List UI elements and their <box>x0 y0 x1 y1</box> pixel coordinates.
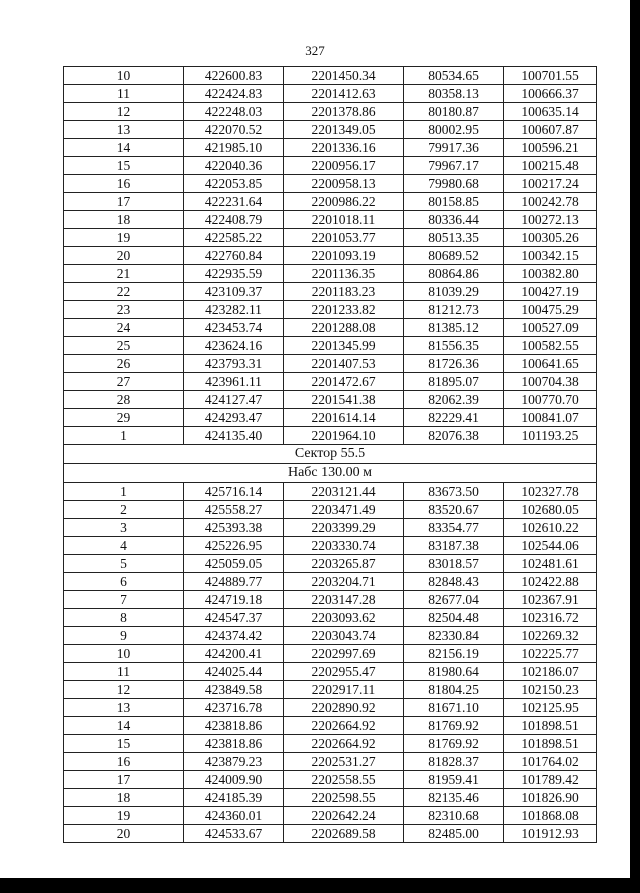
table-row <box>64 681 597 699</box>
coord-y-cell: 2203399.29 <box>284 519 404 537</box>
coord-y-cell: 2200986.22 <box>284 193 404 211</box>
coord-y-cell: 2201336.16 <box>284 139 404 157</box>
table-row <box>64 103 597 121</box>
coord-y-cell: 2203265.87 <box>284 555 404 573</box>
table-row <box>64 373 597 391</box>
point-number-cell: 27 <box>64 373 184 391</box>
point-number-cell: 15 <box>64 735 184 753</box>
coord-local-y-cell: 100427.19 <box>504 283 597 301</box>
coord-local-y-cell: 102610.22 <box>504 519 597 537</box>
point-number-cell: 16 <box>64 753 184 771</box>
coord-local-y-cell: 100770.70 <box>504 391 597 409</box>
section-header <box>64 445 597 483</box>
table-row <box>64 807 597 825</box>
table-row <box>64 501 597 519</box>
coord-local-x-cell: 82062.39 <box>404 391 504 409</box>
coord-local-y-cell: 100242.78 <box>504 193 597 211</box>
coord-local-x-cell: 83520.67 <box>404 501 504 519</box>
coord-y-cell: 2202917.11 <box>284 681 404 699</box>
section-height-label: Набс 130.00 м <box>64 464 597 483</box>
coord-x-cell: 423109.37 <box>184 283 284 301</box>
coord-local-x-cell: 80336.44 <box>404 211 504 229</box>
coord-x-cell: 425226.95 <box>184 537 284 555</box>
coord-local-x-cell: 81212.73 <box>404 301 504 319</box>
table-row <box>64 427 597 445</box>
coord-local-y-cell: 100527.09 <box>504 319 597 337</box>
coord-local-x-cell: 82135.46 <box>404 789 504 807</box>
coord-local-y-cell: 102422.88 <box>504 573 597 591</box>
table-row <box>64 627 597 645</box>
coord-y-cell: 2203204.71 <box>284 573 404 591</box>
coord-x-cell: 423716.78 <box>184 699 284 717</box>
coord-x-cell: 424025.44 <box>184 663 284 681</box>
coord-x-cell: 422231.64 <box>184 193 284 211</box>
coord-x-cell: 422040.36 <box>184 157 284 175</box>
coord-local-y-cell: 100382.80 <box>504 265 597 283</box>
section-height-row <box>64 464 597 483</box>
coord-y-cell: 2201288.08 <box>284 319 404 337</box>
coord-local-y-cell: 100272.13 <box>504 211 597 229</box>
table-row <box>64 591 597 609</box>
point-number-cell: 3 <box>64 519 184 537</box>
coord-local-x-cell: 83018.57 <box>404 555 504 573</box>
coord-local-y-cell: 100641.65 <box>504 355 597 373</box>
table-row <box>64 483 597 501</box>
coord-y-cell: 2201345.99 <box>284 337 404 355</box>
coord-local-x-cell: 80864.86 <box>404 265 504 283</box>
coord-local-y-cell: 102125.95 <box>504 699 597 717</box>
table-row <box>64 229 597 247</box>
coord-x-cell: 424200.41 <box>184 645 284 663</box>
coord-x-cell: 423961.11 <box>184 373 284 391</box>
page-number: 327 <box>305 43 325 58</box>
coord-x-cell: 423282.11 <box>184 301 284 319</box>
coord-x-cell: 422424.83 <box>184 85 284 103</box>
coord-y-cell: 2201407.53 <box>284 355 404 373</box>
coord-x-cell: 423624.16 <box>184 337 284 355</box>
coord-x-cell: 424185.39 <box>184 789 284 807</box>
coord-x-cell: 424547.37 <box>184 609 284 627</box>
coord-x-cell: 424719.18 <box>184 591 284 609</box>
coord-y-cell: 2202664.92 <box>284 735 404 753</box>
coord-local-x-cell: 81769.92 <box>404 735 504 753</box>
coord-x-cell: 422408.79 <box>184 211 284 229</box>
coord-x-cell: 423818.86 <box>184 735 284 753</box>
coord-x-cell: 422053.85 <box>184 175 284 193</box>
coord-local-x-cell: 83187.38 <box>404 537 504 555</box>
coord-y-cell: 2202997.69 <box>284 645 404 663</box>
coord-y-cell: 2201472.67 <box>284 373 404 391</box>
table-row <box>64 789 597 807</box>
coord-local-x-cell: 82156.19 <box>404 645 504 663</box>
coord-y-cell: 2201450.34 <box>284 67 404 85</box>
coord-local-y-cell: 100475.29 <box>504 301 597 319</box>
coord-local-x-cell: 80534.65 <box>404 67 504 85</box>
point-number-cell: 25 <box>64 337 184 355</box>
coord-local-x-cell: 79967.17 <box>404 157 504 175</box>
coord-x-cell: 424127.47 <box>184 391 284 409</box>
coord-local-y-cell: 102367.91 <box>504 591 597 609</box>
table-row <box>64 193 597 211</box>
section-title-row <box>64 445 597 464</box>
coord-x-cell: 424009.90 <box>184 771 284 789</box>
table-row <box>64 85 597 103</box>
table-row <box>64 699 597 717</box>
coord-x-cell: 423849.58 <box>184 681 284 699</box>
table-row <box>64 609 597 627</box>
table-row <box>64 771 597 789</box>
table-row <box>64 301 597 319</box>
table-row <box>64 265 597 283</box>
coord-y-cell: 2201183.23 <box>284 283 404 301</box>
coord-y-cell: 2202955.47 <box>284 663 404 681</box>
coord-x-cell: 422600.83 <box>184 67 284 85</box>
coord-local-y-cell: 101912.93 <box>504 825 597 843</box>
table-row <box>64 337 597 355</box>
coord-x-cell: 422585.22 <box>184 229 284 247</box>
coord-local-x-cell: 81895.07 <box>404 373 504 391</box>
coord-y-cell: 2201136.35 <box>284 265 404 283</box>
coord-x-cell: 423453.74 <box>184 319 284 337</box>
coord-local-x-cell: 81671.10 <box>404 699 504 717</box>
table-row <box>64 573 597 591</box>
coord-x-cell: 422935.59 <box>184 265 284 283</box>
coord-y-cell: 2201964.10 <box>284 427 404 445</box>
coord-local-y-cell: 102316.72 <box>504 609 597 627</box>
coord-local-x-cell: 82485.00 <box>404 825 504 843</box>
point-number-cell: 8 <box>64 609 184 627</box>
coord-y-cell: 2203471.49 <box>284 501 404 519</box>
coord-local-y-cell: 100841.07 <box>504 409 597 427</box>
coord-y-cell: 2201093.19 <box>284 247 404 265</box>
coord-y-cell: 2201053.77 <box>284 229 404 247</box>
coord-local-y-cell: 102225.77 <box>504 645 597 663</box>
table-row <box>64 537 597 555</box>
coord-y-cell: 2202890.92 <box>284 699 404 717</box>
coord-local-x-cell: 81980.64 <box>404 663 504 681</box>
coord-x-cell: 421985.10 <box>184 139 284 157</box>
coord-local-y-cell: 101898.51 <box>504 735 597 753</box>
coord-local-x-cell: 82848.43 <box>404 573 504 591</box>
coord-local-y-cell: 102150.23 <box>504 681 597 699</box>
coord-y-cell: 2202558.55 <box>284 771 404 789</box>
point-number-cell: 7 <box>64 591 184 609</box>
coord-local-y-cell: 100704.38 <box>504 373 597 391</box>
table-row <box>64 211 597 229</box>
coord-x-cell: 425716.14 <box>184 483 284 501</box>
coord-local-y-cell: 100596.21 <box>504 139 597 157</box>
coord-x-cell: 422760.84 <box>184 247 284 265</box>
point-number-cell: 6 <box>64 573 184 591</box>
coord-y-cell: 2201541.38 <box>284 391 404 409</box>
coord-local-y-cell: 101764.02 <box>504 753 597 771</box>
coord-x-cell: 425059.05 <box>184 555 284 573</box>
coord-x-cell: 423793.31 <box>184 355 284 373</box>
coord-y-cell: 2201412.63 <box>284 85 404 103</box>
coord-x-cell: 423879.23 <box>184 753 284 771</box>
coord-local-x-cell: 80358.13 <box>404 85 504 103</box>
table-row <box>64 157 597 175</box>
coord-local-x-cell: 80513.35 <box>404 229 504 247</box>
table-row <box>64 319 597 337</box>
coord-local-y-cell: 101193.25 <box>504 427 597 445</box>
coord-local-y-cell: 102327.78 <box>504 483 597 501</box>
point-number-cell: 24 <box>64 319 184 337</box>
coord-local-x-cell: 82310.68 <box>404 807 504 825</box>
table-row <box>64 391 597 409</box>
coord-y-cell: 2202531.27 <box>284 753 404 771</box>
coord-local-y-cell: 102269.32 <box>504 627 597 645</box>
table-row <box>64 663 597 681</box>
point-number-cell: 9 <box>64 627 184 645</box>
point-number-cell: 15 <box>64 157 184 175</box>
coord-local-x-cell: 80158.85 <box>404 193 504 211</box>
coord-y-cell: 2201233.82 <box>284 301 404 319</box>
coord-local-x-cell: 80180.87 <box>404 103 504 121</box>
coord-local-y-cell: 102481.61 <box>504 555 597 573</box>
coord-x-cell: 422248.03 <box>184 103 284 121</box>
point-number-cell: 5 <box>64 555 184 573</box>
coord-local-y-cell: 101868.08 <box>504 807 597 825</box>
coord-local-x-cell: 83354.77 <box>404 519 504 537</box>
section-title: Сектор 55.5 <box>64 445 597 464</box>
coord-local-x-cell: 81769.92 <box>404 717 504 735</box>
point-number-cell: 16 <box>64 175 184 193</box>
coordinates-table-body-lower <box>64 483 597 843</box>
coord-y-cell: 2201614.14 <box>284 409 404 427</box>
coord-x-cell: 424889.77 <box>184 573 284 591</box>
coord-y-cell: 2203330.74 <box>284 537 404 555</box>
coord-local-x-cell: 79980.68 <box>404 175 504 193</box>
coord-y-cell: 2202598.55 <box>284 789 404 807</box>
table-row <box>64 175 597 193</box>
coord-local-y-cell: 100217.24 <box>504 175 597 193</box>
point-number-cell: 11 <box>64 85 184 103</box>
table-row <box>64 645 597 663</box>
point-number-cell: 1 <box>64 483 184 501</box>
coord-local-x-cell: 80689.52 <box>404 247 504 265</box>
coord-y-cell: 2203147.28 <box>284 591 404 609</box>
point-number-cell: 14 <box>64 717 184 735</box>
coord-local-x-cell: 82677.04 <box>404 591 504 609</box>
point-number-cell: 12 <box>64 681 184 699</box>
point-number-cell: 28 <box>64 391 184 409</box>
point-number-cell: 18 <box>64 789 184 807</box>
coord-local-y-cell: 100607.87 <box>504 121 597 139</box>
coord-x-cell: 424360.01 <box>184 807 284 825</box>
coord-local-y-cell: 101898.51 <box>504 717 597 735</box>
table-row <box>64 825 597 843</box>
coord-local-x-cell: 81726.36 <box>404 355 504 373</box>
coord-local-x-cell: 83673.50 <box>404 483 504 501</box>
point-number-cell: 10 <box>64 67 184 85</box>
point-number-cell: 2 <box>64 501 184 519</box>
coord-x-cell: 424293.47 <box>184 409 284 427</box>
coordinates-table <box>63 66 597 843</box>
coord-local-y-cell: 101826.90 <box>504 789 597 807</box>
coord-local-y-cell: 102680.05 <box>504 501 597 519</box>
coord-local-x-cell: 82229.41 <box>404 409 504 427</box>
point-number-cell: 20 <box>64 825 184 843</box>
table-row <box>64 519 597 537</box>
table-row <box>64 555 597 573</box>
point-number-cell: 18 <box>64 211 184 229</box>
coord-local-y-cell: 100666.37 <box>504 85 597 103</box>
point-number-cell: 13 <box>64 699 184 717</box>
coordinates-table-body-upper <box>64 67 597 445</box>
coord-local-y-cell: 100582.55 <box>504 337 597 355</box>
coord-x-cell: 424374.42 <box>184 627 284 645</box>
coord-local-x-cell: 81828.37 <box>404 753 504 771</box>
coord-local-y-cell: 102186.07 <box>504 663 597 681</box>
coord-y-cell: 2202642.24 <box>284 807 404 825</box>
table-row <box>64 753 597 771</box>
table-row <box>64 139 597 157</box>
coord-local-y-cell: 100342.15 <box>504 247 597 265</box>
table-row <box>64 735 597 753</box>
coord-y-cell: 2203121.44 <box>284 483 404 501</box>
coord-x-cell: 424135.40 <box>184 427 284 445</box>
coord-local-x-cell: 82504.48 <box>404 609 504 627</box>
coord-x-cell: 424533.67 <box>184 825 284 843</box>
coord-y-cell: 2201378.86 <box>284 103 404 121</box>
coord-local-x-cell: 81385.12 <box>404 319 504 337</box>
coord-x-cell: 423818.86 <box>184 717 284 735</box>
point-number-cell: 4 <box>64 537 184 555</box>
coord-x-cell: 425393.38 <box>184 519 284 537</box>
point-number-cell: 17 <box>64 771 184 789</box>
point-number-cell: 23 <box>64 301 184 319</box>
coord-local-x-cell: 81039.29 <box>404 283 504 301</box>
coord-y-cell: 2203043.74 <box>284 627 404 645</box>
coord-local-x-cell: 79917.36 <box>404 139 504 157</box>
coord-local-y-cell: 100701.55 <box>504 67 597 85</box>
coord-local-x-cell: 81556.35 <box>404 337 504 355</box>
coord-y-cell: 2200956.17 <box>284 157 404 175</box>
point-number-cell: 10 <box>64 645 184 663</box>
coord-y-cell: 2202689.58 <box>284 825 404 843</box>
table-row <box>64 355 597 373</box>
point-number-cell: 21 <box>64 265 184 283</box>
point-number-cell: 14 <box>64 139 184 157</box>
coord-y-cell: 2201349.05 <box>284 121 404 139</box>
coord-x-cell: 422070.52 <box>184 121 284 139</box>
point-number-cell: 13 <box>64 121 184 139</box>
coord-y-cell: 2202664.92 <box>284 717 404 735</box>
point-number-cell: 19 <box>64 807 184 825</box>
point-number-cell: 26 <box>64 355 184 373</box>
table-row <box>64 67 597 85</box>
coord-local-x-cell: 82330.84 <box>404 627 504 645</box>
coord-local-y-cell: 102544.06 <box>504 537 597 555</box>
coord-y-cell: 2201018.11 <box>284 211 404 229</box>
table-row <box>64 409 597 427</box>
coord-local-x-cell: 81804.25 <box>404 681 504 699</box>
point-number-cell: 19 <box>64 229 184 247</box>
coord-y-cell: 2203093.62 <box>284 609 404 627</box>
coord-x-cell: 425558.27 <box>184 501 284 519</box>
coord-local-y-cell: 100635.14 <box>504 103 597 121</box>
point-number-cell: 17 <box>64 193 184 211</box>
table-row <box>64 717 597 735</box>
coord-local-y-cell: 101789.42 <box>504 771 597 789</box>
coord-local-x-cell: 81959.41 <box>404 771 504 789</box>
coord-local-x-cell: 80002.95 <box>404 121 504 139</box>
table-row <box>64 121 597 139</box>
coord-y-cell: 2200958.13 <box>284 175 404 193</box>
point-number-cell: 22 <box>64 283 184 301</box>
table-row <box>64 283 597 301</box>
point-number-cell: 12 <box>64 103 184 121</box>
point-number-cell: 20 <box>64 247 184 265</box>
coord-local-x-cell: 82076.38 <box>404 427 504 445</box>
coord-local-y-cell: 100215.48 <box>504 157 597 175</box>
point-number-cell: 29 <box>64 409 184 427</box>
table-row <box>64 247 597 265</box>
coord-local-y-cell: 100305.26 <box>504 229 597 247</box>
point-number-cell: 11 <box>64 663 184 681</box>
point-number-cell: 1 <box>64 427 184 445</box>
